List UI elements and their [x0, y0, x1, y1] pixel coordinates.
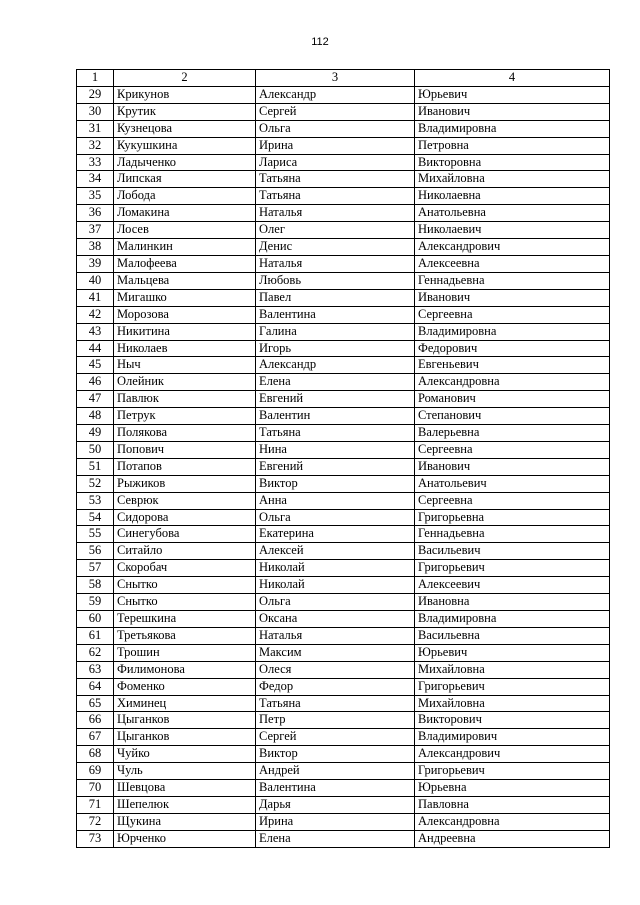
surname-cell: Трошин [114, 644, 256, 661]
patronymic-cell: Григорьевна [415, 509, 610, 526]
patronymic-cell: Андреевна [415, 830, 610, 847]
first-name-cell: Валентин [256, 408, 415, 425]
surname-cell: Снытко [114, 594, 256, 611]
first-name-cell: Александр [256, 86, 415, 103]
first-name-cell: Сергей [256, 729, 415, 746]
patronymic-cell: Николаевна [415, 188, 610, 205]
table-body [77, 86, 610, 847]
surname-cell: Скоробач [114, 560, 256, 577]
patronymic-cell: Федорович [415, 340, 610, 357]
patronymic-cell: Сергеевна [415, 306, 610, 323]
patronymic-cell: Алексеевич [415, 577, 610, 594]
row-number: 38 [77, 239, 114, 256]
patronymic-cell: Александровна [415, 374, 610, 391]
patronymic-cell: Александрович [415, 746, 610, 763]
table-row [77, 306, 610, 323]
first-name-cell: Ирина [256, 137, 415, 154]
patronymic-cell: Ивановна [415, 594, 610, 611]
surname-cell: Крутик [114, 103, 256, 120]
row-number: 39 [77, 255, 114, 272]
row-number: 58 [77, 577, 114, 594]
row-number: 57 [77, 560, 114, 577]
table-row [77, 458, 610, 475]
table-row [77, 475, 610, 492]
surname-cell: Химинец [114, 695, 256, 712]
surname-cell: Кузнецова [114, 120, 256, 137]
table-row [77, 780, 610, 797]
surname-cell: Сидорова [114, 509, 256, 526]
patronymic-cell: Михайловна [415, 171, 610, 188]
patronymic-cell: Васильевич [415, 543, 610, 560]
row-number: 46 [77, 374, 114, 391]
table-row [77, 763, 610, 780]
patronymic-cell: Степанович [415, 408, 610, 425]
surname-cell: Севрюк [114, 492, 256, 509]
table-row [77, 323, 610, 340]
row-number: 53 [77, 492, 114, 509]
patronymic-cell: Сергеевна [415, 492, 610, 509]
surname-cell: Фоменко [114, 678, 256, 695]
surname-cell: Чуль [114, 763, 256, 780]
row-number: 72 [77, 813, 114, 830]
first-name-cell: Виктор [256, 475, 415, 492]
first-name-cell: Наталья [256, 255, 415, 272]
first-name-cell: Павел [256, 289, 415, 306]
table-row [77, 441, 610, 458]
header-col-patronymic: 4 [415, 70, 610, 87]
row-number: 30 [77, 103, 114, 120]
patronymic-cell: Алексеевна [415, 255, 610, 272]
row-number: 33 [77, 154, 114, 171]
surname-cell: Николаев [114, 340, 256, 357]
table-header [77, 70, 610, 87]
table-row [77, 103, 610, 120]
surname-cell: Малинкин [114, 239, 256, 256]
row-number: 60 [77, 611, 114, 628]
first-name-cell: Елена [256, 374, 415, 391]
first-name-cell: Татьяна [256, 188, 415, 205]
table-row [77, 255, 610, 272]
table-row [77, 222, 610, 239]
surname-cell: Павлюк [114, 391, 256, 408]
patronymic-cell: Романович [415, 391, 610, 408]
first-name-cell: Любовь [256, 272, 415, 289]
surname-cell: Щукина [114, 813, 256, 830]
surname-cell: Липская [114, 171, 256, 188]
patronymic-cell: Григорьевич [415, 763, 610, 780]
surname-cell: Филимонова [114, 661, 256, 678]
first-name-cell: Алексей [256, 543, 415, 560]
row-number: 59 [77, 594, 114, 611]
surname-cell: Синегубова [114, 526, 256, 543]
row-number: 69 [77, 763, 114, 780]
table-row [77, 408, 610, 425]
row-number: 55 [77, 526, 114, 543]
row-number: 43 [77, 323, 114, 340]
patronymic-cell: Николаевич [415, 222, 610, 239]
header-col-name: 3 [256, 70, 415, 87]
surname-cell: Никитина [114, 323, 256, 340]
table-row [77, 796, 610, 813]
table-row [77, 374, 610, 391]
first-name-cell: Нина [256, 441, 415, 458]
table-row [77, 289, 610, 306]
first-name-cell: Ольга [256, 509, 415, 526]
first-name-cell: Ирина [256, 813, 415, 830]
table-row [77, 594, 610, 611]
first-name-cell: Наталья [256, 205, 415, 222]
row-number: 47 [77, 391, 114, 408]
first-name-cell: Оксана [256, 611, 415, 628]
patronymic-cell: Иванович [415, 103, 610, 120]
first-name-cell: Наталья [256, 627, 415, 644]
table-row [77, 560, 610, 577]
surname-cell: Кукушкина [114, 137, 256, 154]
patronymic-cell: Юрьевна [415, 780, 610, 797]
table-row [77, 830, 610, 847]
surname-cell: Цыганков [114, 712, 256, 729]
table-row [77, 729, 610, 746]
row-number: 34 [77, 171, 114, 188]
names-table [76, 69, 610, 848]
row-number: 63 [77, 661, 114, 678]
patronymic-cell: Викторовна [415, 154, 610, 171]
row-number: 73 [77, 830, 114, 847]
row-number: 44 [77, 340, 114, 357]
surname-cell: Третьякова [114, 627, 256, 644]
row-number: 64 [77, 678, 114, 695]
first-name-cell: Татьяна [256, 695, 415, 712]
first-name-cell: Ольга [256, 594, 415, 611]
row-number: 42 [77, 306, 114, 323]
first-name-cell: Галина [256, 323, 415, 340]
table-row [77, 644, 610, 661]
first-name-cell: Анна [256, 492, 415, 509]
patronymic-cell: Владимировна [415, 120, 610, 137]
table-row [77, 661, 610, 678]
patronymic-cell: Юрьевич [415, 86, 610, 103]
row-number: 36 [77, 205, 114, 222]
row-number: 31 [77, 120, 114, 137]
first-name-cell: Денис [256, 239, 415, 256]
surname-cell: Ситайло [114, 543, 256, 560]
surname-cell: Цыганков [114, 729, 256, 746]
table-row [77, 391, 610, 408]
surname-cell: Ладыченко [114, 154, 256, 171]
patronymic-cell: Владимирович [415, 729, 610, 746]
first-name-cell: Виктор [256, 746, 415, 763]
patronymic-cell: Владимировна [415, 611, 610, 628]
table-row [77, 611, 610, 628]
row-number: 45 [77, 357, 114, 374]
surname-cell: Лобода [114, 188, 256, 205]
first-name-cell: Татьяна [256, 425, 415, 442]
surname-cell: Лосев [114, 222, 256, 239]
first-name-cell: Евгений [256, 391, 415, 408]
first-name-cell: Николай [256, 577, 415, 594]
table-row [77, 712, 610, 729]
patronymic-cell: Викторович [415, 712, 610, 729]
patronymic-cell: Геннадьевна [415, 526, 610, 543]
row-number: 35 [77, 188, 114, 205]
row-number: 54 [77, 509, 114, 526]
row-number: 65 [77, 695, 114, 712]
first-name-cell: Федор [256, 678, 415, 695]
surname-cell: Попович [114, 441, 256, 458]
first-name-cell: Андрей [256, 763, 415, 780]
table-row [77, 577, 610, 594]
surname-cell: Юрченко [114, 830, 256, 847]
table-row [77, 627, 610, 644]
table-row [77, 188, 610, 205]
patronymic-cell: Михайловна [415, 695, 610, 712]
table-row [77, 86, 610, 103]
row-number: 56 [77, 543, 114, 560]
row-number: 67 [77, 729, 114, 746]
first-name-cell: Игорь [256, 340, 415, 357]
table-row [77, 357, 610, 374]
first-name-cell: Александр [256, 357, 415, 374]
table-row [77, 678, 610, 695]
row-number: 61 [77, 627, 114, 644]
surname-cell: Чуйко [114, 746, 256, 763]
surname-cell: Ныч [114, 357, 256, 374]
header-row [77, 70, 610, 87]
table-row [77, 137, 610, 154]
first-name-cell: Николай [256, 560, 415, 577]
table-row [77, 239, 610, 256]
surname-cell: Морозова [114, 306, 256, 323]
table-row [77, 171, 610, 188]
first-name-cell: Лариса [256, 154, 415, 171]
first-name-cell: Олеся [256, 661, 415, 678]
row-number: 52 [77, 475, 114, 492]
row-number: 50 [77, 441, 114, 458]
patronymic-cell: Владимировна [415, 323, 610, 340]
patronymic-cell: Юрьевич [415, 644, 610, 661]
surname-cell: Мигашко [114, 289, 256, 306]
header-col-surname: 2 [114, 70, 256, 87]
row-number: 68 [77, 746, 114, 763]
surname-cell: Мальцева [114, 272, 256, 289]
table-row [77, 492, 610, 509]
patronymic-cell: Александровна [415, 813, 610, 830]
table-row [77, 272, 610, 289]
surname-cell: Рыжиков [114, 475, 256, 492]
page-number: 112 [311, 36, 329, 48]
table-row [77, 695, 610, 712]
row-number: 48 [77, 408, 114, 425]
surname-cell: Полякова [114, 425, 256, 442]
surname-cell: Снытко [114, 577, 256, 594]
patronymic-cell: Иванович [415, 289, 610, 306]
table-row [77, 205, 610, 222]
patronymic-cell: Григорьевич [415, 560, 610, 577]
patronymic-cell: Михайловна [415, 661, 610, 678]
patronymic-cell: Александрович [415, 239, 610, 256]
first-name-cell: Екатерина [256, 526, 415, 543]
first-name-cell: Петр [256, 712, 415, 729]
first-name-cell: Ольга [256, 120, 415, 137]
row-number: 51 [77, 458, 114, 475]
row-number: 71 [77, 796, 114, 813]
table-row [77, 425, 610, 442]
surname-cell: Потапов [114, 458, 256, 475]
row-number: 66 [77, 712, 114, 729]
first-name-cell: Евгений [256, 458, 415, 475]
table-row [77, 120, 610, 137]
table-row [77, 509, 610, 526]
patronymic-cell: Григорьевич [415, 678, 610, 695]
patronymic-cell: Иванович [415, 458, 610, 475]
first-name-cell: Сергей [256, 103, 415, 120]
surname-cell: Шепелюк [114, 796, 256, 813]
surname-cell: Петрук [114, 408, 256, 425]
patronymic-cell: Геннадьевна [415, 272, 610, 289]
row-number: 62 [77, 644, 114, 661]
row-number: 41 [77, 289, 114, 306]
surname-cell: Малофеева [114, 255, 256, 272]
first-name-cell: Дарья [256, 796, 415, 813]
patronymic-cell: Сергеевна [415, 441, 610, 458]
table-row [77, 526, 610, 543]
row-number: 29 [77, 86, 114, 103]
table-row [77, 543, 610, 560]
surname-cell: Олейник [114, 374, 256, 391]
first-name-cell: Валентина [256, 780, 415, 797]
patronymic-cell: Анатольевич [415, 475, 610, 492]
surname-cell: Крикунов [114, 86, 256, 103]
patronymic-cell: Валерьевна [415, 425, 610, 442]
table-row [77, 154, 610, 171]
row-number: 70 [77, 780, 114, 797]
first-name-cell: Максим [256, 644, 415, 661]
surname-cell: Шевцова [114, 780, 256, 797]
first-name-cell: Валентина [256, 306, 415, 323]
first-name-cell: Татьяна [256, 171, 415, 188]
patronymic-cell: Васильевна [415, 627, 610, 644]
patronymic-cell: Павловна [415, 796, 610, 813]
surname-cell: Терешкина [114, 611, 256, 628]
patronymic-cell: Евгеньевич [415, 357, 610, 374]
patronymic-cell: Петровна [415, 137, 610, 154]
patronymic-cell: Анатольевна [415, 205, 610, 222]
row-number: 40 [77, 272, 114, 289]
header-col-number: 1 [77, 70, 114, 87]
first-name-cell: Олег [256, 222, 415, 239]
table-row [77, 813, 610, 830]
table-row [77, 340, 610, 357]
surname-cell: Ломакина [114, 205, 256, 222]
table-row [77, 746, 610, 763]
row-number: 32 [77, 137, 114, 154]
row-number: 49 [77, 425, 114, 442]
row-number: 37 [77, 222, 114, 239]
first-name-cell: Елена [256, 830, 415, 847]
